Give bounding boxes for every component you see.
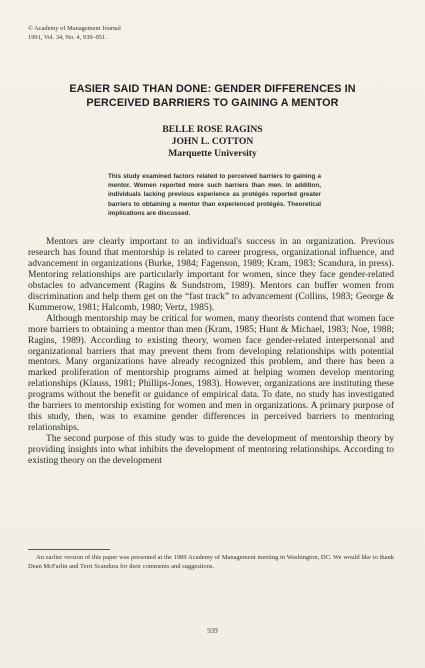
author-affiliation: Marquette University [168,148,257,159]
footnote: An earlier version of this paper was presented at the 1989 Academy of Management meeting in Washington, DC. We would like to thank Dean McFarlin and Terri Scandura for their comments and suggestions. [28,554,394,570]
journal-name: © Academy of Management Journal [28,25,121,32]
body-paragraph-1: Mentors are clearly important to an individual's success in an organization. Previous research has found that mentorship is related to career progress, organizational influence, and advancement in organizations (Burke, 1984; Fagenson, 1989; Kram, 1983; Scandura, in press). Mentoring relationships are particularly important for women, since they face gender-related obstacles to advancement (Ragins & Sundstrom, 1989). Mentors can buffer women from discrimination and help them get on the “fast track” to advancement (Collins, 1983; George & Kummerow, 1981; Halcomb, 1980; Vertz, 1985). [28,236,394,313]
article-body [28,237,394,467]
author-1: BELLE ROSE RAGINS [162,124,263,135]
title-line-2: PERCEIVED BARRIERS TO GAINING A MENTOR [86,97,339,109]
article-title [20,82,405,110]
body-paragraph-3: The second purpose of this study was to guide the development of mentorship theory by providing insights into what inhibits the development of mentoring relationships. According to existing theory on the development [28,433,394,467]
journal-citation [28,25,248,42]
abstract: This study examined factors related to perceived barriers to gaining a mentor. Women reported more such barriers than men. In addition, individuals lacking previous experience as protégés reported greater barriers to obtaining a mentor than experienced protégés. Theoretical implications are discussed. [108,173,321,217]
author-block [20,124,405,160]
journal-volume: 1991, Vol. 34, No. 4, 939–951. [28,33,107,41]
body-paragraph-2: Although mentorship may be critical for women, many theorists contend that women face more barriers to obtaining a mentor than men (Kram, 1985; Hunt & Michael, 1983; Noe, 1988; Ragins, 1989). According to existing theory, women face gender-related interpersonal and organizational barriers that may prevent them from developing relationships with potential mentors. Many organizations have already recognized this problem, and there has been a marked proliferation of mentorship programs aimed at helping women develop mentoring relationships (Klauss, 1981; Phillips-Jones, 1983). However, organizations are instituting these programs without the benefit or guidance of empirical data. To date, no study has investigated the barriers to mentorship existing for women and men in organizations. A primary purpose of this study, then, was to examine gender differences in perceived barriers to mentoring relationships. [28,312,394,434]
author-2: JOHN L. COTTON [171,136,254,147]
page-number: 939 [207,627,218,635]
title-line-1: EASIER SAID THAN DONE: GENDER DIFFERENCES IN [69,83,356,95]
footnote-divider [28,549,110,550]
